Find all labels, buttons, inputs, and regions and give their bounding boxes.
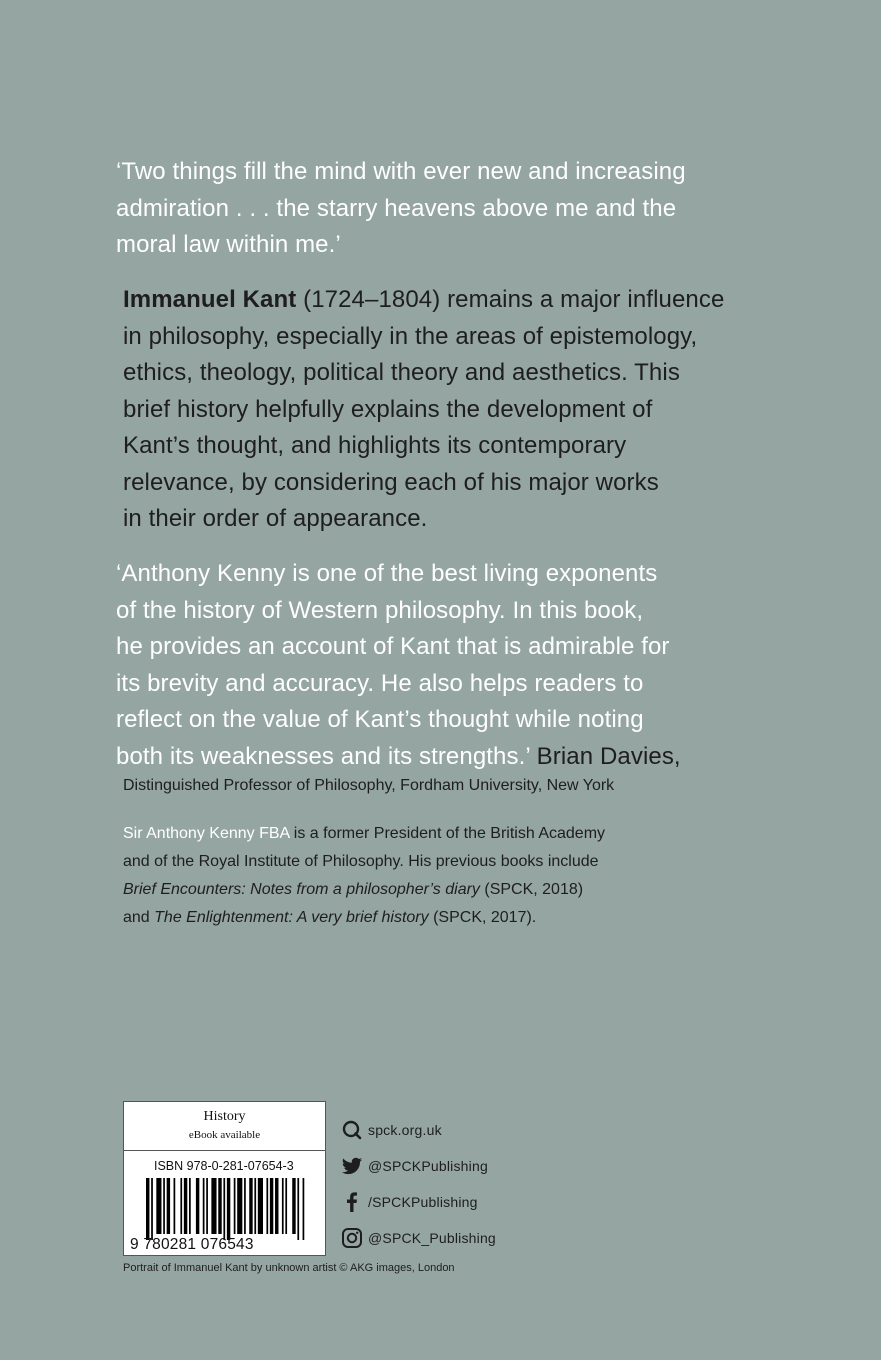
barcode-bar <box>163 1178 165 1234</box>
barcode-bar <box>174 1178 176 1234</box>
barcode-bar <box>151 1178 153 1240</box>
barcode-bar <box>282 1178 284 1234</box>
blurb-line <box>123 282 763 319</box>
barcode-bar <box>258 1178 263 1234</box>
blurb-line: in philosophy, especially in the areas of epistemology, <box>123 322 698 350</box>
book-title: Brief Encounters: Notes from a philosopher’s diary <box>123 881 480 898</box>
isbn-label: ISBN 978-0-281-07654-3 <box>154 1159 294 1173</box>
barcode-bar <box>184 1178 187 1234</box>
barcode-bar <box>180 1178 182 1234</box>
barcode-bar <box>206 1178 208 1234</box>
blurb-line-rest: (1724–1804) remains a major influence <box>296 286 725 313</box>
social-links <box>341 1112 496 1256</box>
facebook-icon <box>341 1191 363 1213</box>
barcode-panel <box>123 1101 326 1256</box>
author-bio-rest: is a former President of the British Academy <box>289 825 606 842</box>
barcode-digits: 9 780281 076543 <box>130 1236 254 1253</box>
kant-quote-line: ‘Two things fill the mind with ever new and increasing <box>116 158 686 185</box>
barcode-divider <box>124 1150 325 1151</box>
blurb-line: Kant’s thought, and highlights its contemporary <box>123 432 627 459</box>
book-blurb <box>123 282 763 538</box>
blurb-line: in their order of appearance. <box>123 505 428 532</box>
barcode-bar <box>266 1178 268 1234</box>
bio-prefix: and <box>123 909 155 926</box>
social-text: @SPCK_Publishing <box>368 1230 496 1246</box>
endorser-title: Distinguished Professor of Philosophy, Fordham University, New York <box>123 777 615 794</box>
barcode-bar <box>292 1178 295 1234</box>
social-text: @SPCKPublishing <box>368 1158 488 1174</box>
endorsement-line: ‘Anthony Kenny is one of the best living exponents <box>116 560 658 587</box>
social-instagram[interactable] <box>341 1220 496 1256</box>
barcode-bar <box>167 1178 170 1234</box>
barcode-bar <box>211 1178 216 1234</box>
endorsement-quote <box>116 556 763 775</box>
kant-quote <box>116 154 763 264</box>
social-website[interactable] <box>341 1112 496 1148</box>
barcode-bar <box>237 1178 242 1234</box>
barcode-bar <box>303 1178 305 1240</box>
barcode-bar <box>203 1178 205 1234</box>
author-bio-line <box>123 876 763 904</box>
barcode-bar <box>234 1178 236 1234</box>
barcode-bar <box>218 1178 221 1234</box>
search-icon <box>341 1119 363 1141</box>
instagram-icon <box>341 1227 363 1249</box>
book-publisher: (SPCK, 2018) <box>479 881 584 898</box>
barcode-bar <box>297 1178 299 1240</box>
book-title: The Enlightenment: A very brief history <box>154 909 429 926</box>
blurb-subject-name: Immanuel Kant <box>123 286 297 313</box>
author-bio-line <box>123 820 763 848</box>
image-credit: Portrait of Immanuel Kant by unknown artist © AKG images, London <box>123 1262 455 1274</box>
category-label: History <box>203 1109 246 1124</box>
author-bio-line: and of the Royal Institute of Philosophy. His previous books include <box>123 853 599 870</box>
barcode-bar <box>244 1178 246 1234</box>
barcode-bar <box>270 1178 273 1234</box>
endorsement-line <box>116 739 763 776</box>
endorsement-line: its brevity and accuracy. He also helps readers to <box>116 669 644 697</box>
barcode-bar <box>285 1178 287 1234</box>
endorser-name: Brian Davies, <box>536 742 681 770</box>
kant-quote-line: admiration . . . the starry heavens above me and the <box>116 194 677 222</box>
blurb-line: ethics, theology, political theory and aesthetics. This <box>123 359 680 386</box>
barcode-bar <box>254 1178 256 1234</box>
barcode-bar <box>249 1178 252 1234</box>
barcode-bar <box>223 1178 225 1240</box>
author-bio <box>123 820 763 932</box>
endorsement-last-line: both its weaknesses and its strengths.’ <box>116 742 537 770</box>
kant-quote-line: moral law within me.’ <box>116 231 341 258</box>
endorsement-line: reflect on the value of Kant’s thought while noting <box>116 706 644 733</box>
barcode-bar <box>156 1178 161 1234</box>
barcode-bar <box>196 1178 199 1234</box>
social-twitter[interactable] <box>341 1148 496 1184</box>
barcode-bar <box>189 1178 191 1234</box>
barcode-bar <box>275 1178 278 1234</box>
author-name: Sir Anthony Kenny FBA <box>123 825 290 842</box>
social-facebook[interactable] <box>341 1184 496 1220</box>
blurb-line: relevance, by considering each of his major works <box>123 468 659 496</box>
endorsement-line: he provides an account of Kant that is admirable for <box>116 633 670 660</box>
social-text: spck.org.uk <box>368 1122 442 1138</box>
social-text: /SPCKPublishing <box>368 1194 478 1210</box>
book-publisher: (SPCK, 2017). <box>428 909 537 926</box>
author-bio-line <box>123 904 763 932</box>
barcode-bar <box>146 1178 149 1240</box>
blurb-line: brief history helpfully explains the development of <box>123 395 653 423</box>
ebook-label: eBook available <box>188 1129 261 1141</box>
barcode-bar <box>227 1178 230 1240</box>
twitter-icon <box>341 1155 363 1177</box>
barcode-bars <box>146 1178 306 1240</box>
endorsement-line: of the history of Western philosophy. In this book, <box>116 596 644 624</box>
